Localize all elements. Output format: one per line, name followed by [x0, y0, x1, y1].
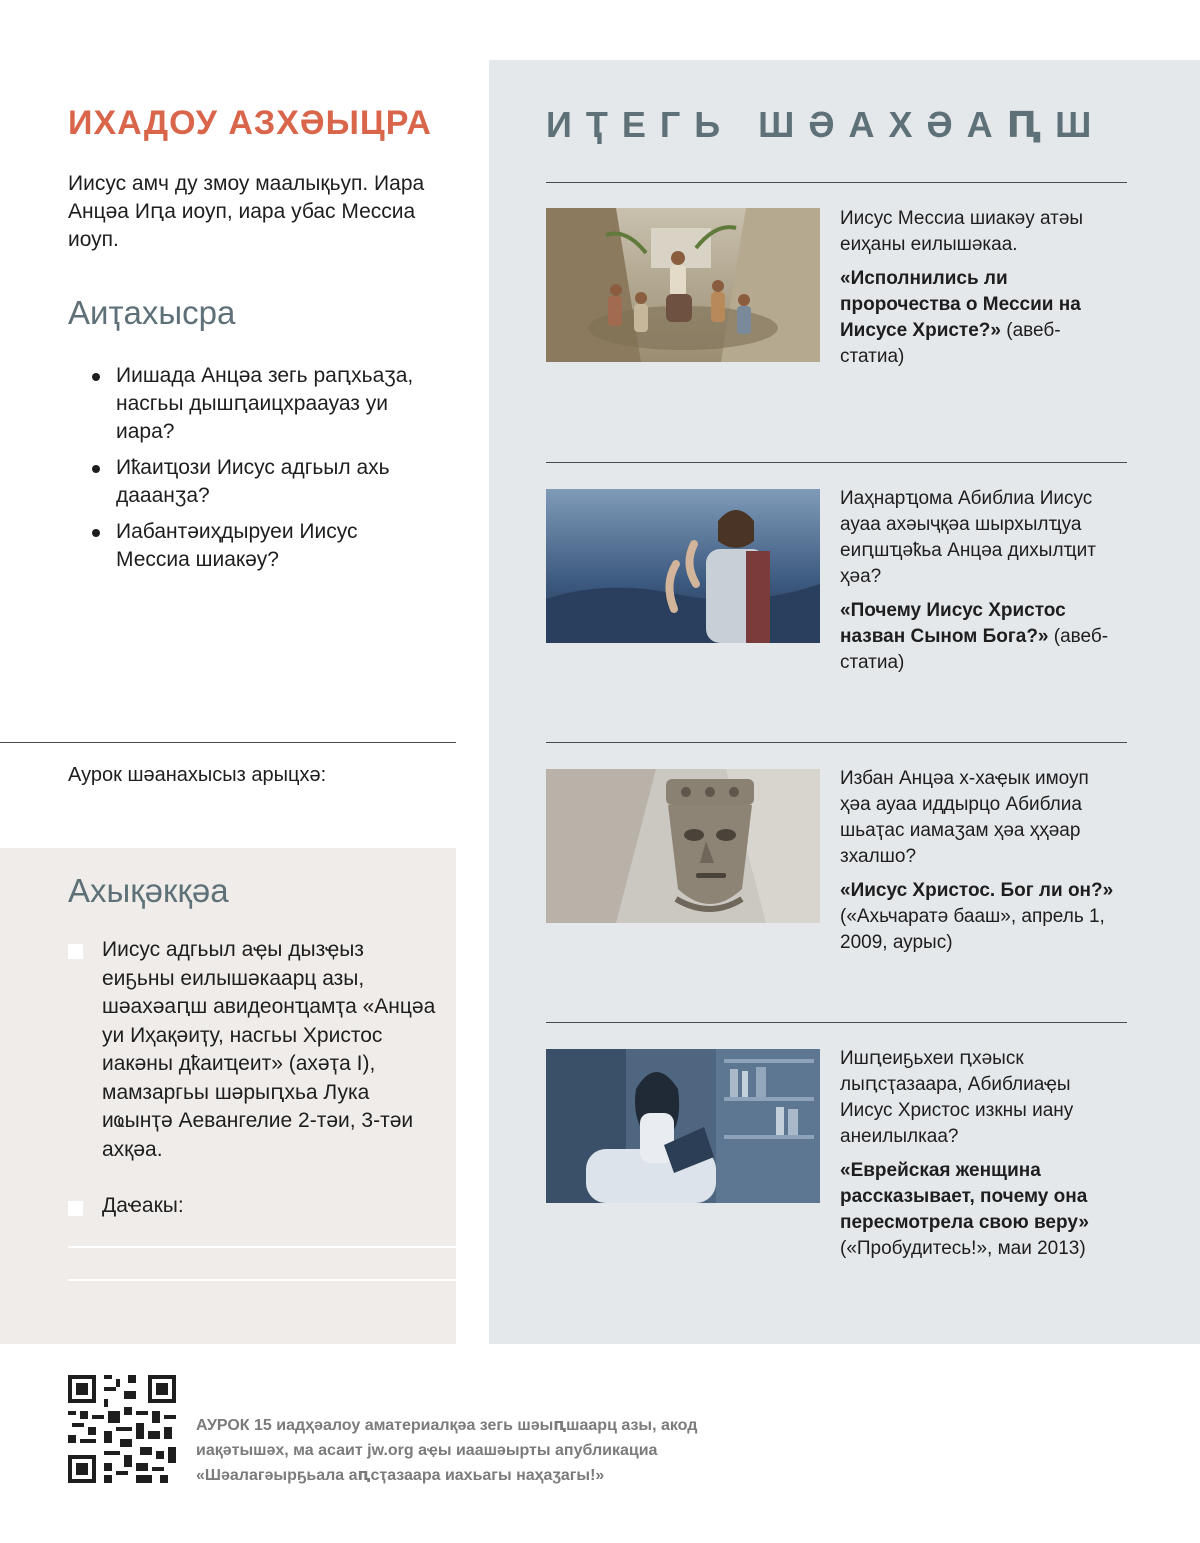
item-description: Ишԥеиҕьхеи ԥхәыск лыԥсҭазаара, Абиблиаҿы Иисус Христос изкны иану анеилылкаа?	[840, 1048, 1074, 1147]
item-divider	[546, 1022, 1127, 1023]
woman-reading-image[interactable]	[546, 1049, 820, 1203]
footer-text: АУРОК 15 иадҳәалоу аматериалқәа зегь шәыԥшаарц азы, акод иақәтышәх, ма асаит jw.org аҿы иаашәырты апубликациа «Шәалагәырҕьала аԥсҭазаара иахьагы наҳаӡагы!»	[196, 1417, 698, 1484]
jesus-entering-jerusalem-image[interactable]	[546, 208, 820, 362]
item-divider	[546, 182, 1127, 183]
explore-heading: ИҬЕГЬ ШӘАХӘАԤШ	[546, 104, 1106, 145]
review-question-text: Иишада Анцәа зегь раԥхьаӡа, насгьы дышԥаицхраауаз уи иара?	[116, 364, 414, 443]
review-question-text: Иабантәиҳдыруеи Иисус Мессиа шиакәу?	[116, 520, 358, 571]
review-question	[92, 362, 422, 446]
resource-item	[840, 486, 1122, 676]
qr-code-icon[interactable]	[68, 1375, 176, 1483]
item-divider	[546, 462, 1127, 463]
review-heading: Аиҭахысра	[68, 294, 236, 331]
task-checkbox[interactable]	[68, 944, 83, 959]
resource-link[interactable]	[840, 1158, 1122, 1262]
bullet-icon	[92, 465, 100, 473]
resource-source: (авеб-статиа)	[840, 320, 1061, 367]
summary-text: Иисус амч ду змоу маалықьуп. Иара Анцәа Иԥа иоуп, иара убас Мессиа иоуп.	[68, 172, 425, 251]
write-in-line[interactable]	[68, 1246, 456, 1248]
resource-title[interactable]: «Исполнились ли пророчества о Мессии на Иисусе Христе?»	[840, 268, 1081, 341]
item-description: Избан Анцәа х-хаҿык имоуп ҳәа ауаа иддырцо Абиблиа шьаҭас иамаӡам ҳәа ҳҳәар зхалшо?	[840, 768, 1089, 867]
section-divider	[0, 742, 456, 743]
item-divider	[546, 742, 1127, 743]
review-question	[92, 518, 422, 574]
write-in-line[interactable]	[68, 1279, 456, 1281]
summary-heading: ИХАДОУ АЗХӘЫЦРА	[68, 104, 432, 142]
resource-link[interactable]	[840, 266, 1122, 370]
resource-item	[840, 206, 1122, 370]
task-text: Иисус адгьыл аҿы дызҿыз еиҕьны еилышәкаарц азы, шәахәаԥш авидеонҵамҭа «Анцәа уи Иҳақәиҭу, насгьы Христос иакәны дҟаиҵеит» (ахәҭа I), мамзаргьы шәрыԥхьа Лука иҩынҭә Аевангелие 2-тәи, 3-тәи ахқәа.	[102, 938, 436, 1161]
other-label: Даҽакы:	[102, 1194, 184, 1217]
resource-source: (авеб-статиа)	[840, 626, 1109, 673]
review-question	[92, 454, 422, 510]
bullet-icon	[92, 529, 100, 537]
review-question-text: Иҟаиҵози Иисус адгьыл ахь дааанӡа?	[116, 456, 390, 507]
lesson-date-label: Аурок шәанахысыз арыцхә:	[68, 764, 327, 786]
resource-title[interactable]: «Почему Иисус Христос назван Сыном Бога?»	[840, 600, 1066, 647]
resource-link[interactable]	[840, 878, 1122, 956]
jesus-praying-image[interactable]	[546, 489, 820, 643]
goals-heading: Ахықәкқәа	[68, 872, 229, 909]
three-faced-carving-image[interactable]	[546, 769, 820, 923]
bullet-icon	[92, 373, 100, 381]
resource-source: («Пробудитесь!», маи 2013)	[840, 1238, 1086, 1259]
resource-link[interactable]	[840, 598, 1122, 676]
resource-title[interactable]: «Еврейская женщина рассказывает, почему она пересмотрела свою веру»	[840, 1160, 1089, 1233]
resource-title[interactable]: «Иисус Христос. Бог ли он?»	[840, 880, 1114, 901]
resource-source: («Ахьчаратә бааш», апрель 1, 2009, аурыс)	[840, 906, 1105, 953]
resource-item	[840, 1046, 1122, 1262]
resource-item	[840, 766, 1122, 956]
review-question-list	[92, 362, 422, 582]
item-description: Иаҳнарҵома Абиблиа Иисус ауаа ахәыҷқәа шырхылҵуа еиԥшҵәҟьа Анцәа дихылҵит ҳәа?	[840, 488, 1096, 587]
other-checkbox[interactable]	[68, 1201, 83, 1216]
item-description: Иисус Мессиа шиакәу атәы еиҳаны еилышәкаа.	[840, 208, 1084, 255]
